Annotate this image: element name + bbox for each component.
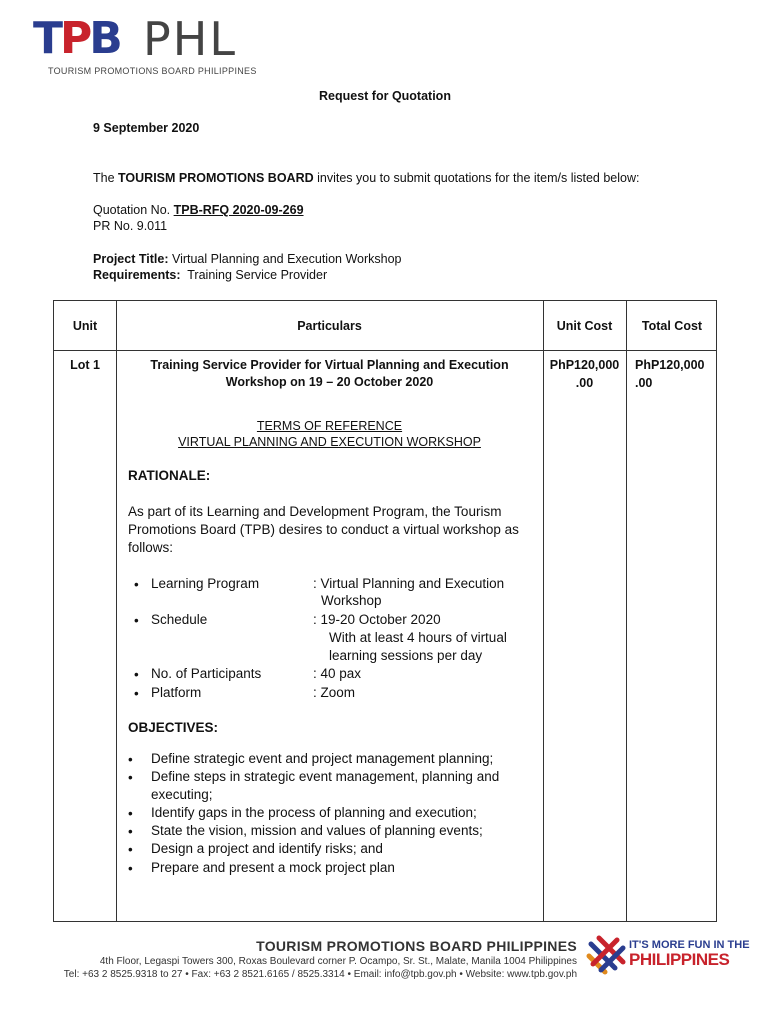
requirements-value: Training Service Provider	[180, 268, 328, 282]
objective-item: Design a project and identify risks; and	[151, 841, 383, 856]
detail-schedule-label: Schedule	[151, 612, 208, 627]
rationale-line: As part of its Learning and Development Program, the Tourism	[128, 504, 502, 519]
unit-cost-2: .00	[575, 376, 594, 390]
detail-learning-label: Learning Program	[151, 576, 260, 591]
objective-item: State the vision, mission and values of planning events;	[151, 823, 483, 838]
objective-item: Define steps in strategic event management, planning and	[151, 769, 500, 784]
rationale-heading: RATIONALE:	[128, 468, 211, 483]
detail-bullet: •	[134, 577, 139, 592]
project-value: Virtual Planning and Execution Workshop	[168, 252, 402, 266]
detail-platform-label: Platform	[151, 685, 202, 700]
detail-platform-value: : Zoom	[313, 685, 356, 700]
item-title-2: Workshop on 19 – 20 October 2020	[225, 375, 434, 389]
unit-cost-1: PhP120,000	[549, 358, 620, 372]
tor-heading-1: TERMS OF REFERENCE	[256, 419, 403, 433]
logo-subtitle: TOURISM PROMOTIONS BOARD PHILIPPINES	[48, 66, 257, 76]
footer-contact: Tel: +63 2 8525.9318 to 27 • Fax: +63 2 8521.6165 / 8525.3314 • Email: info@tpb.gov.ph • Website: www.tpb.gov.ph	[63, 969, 577, 980]
document-date: 9 September 2020	[93, 121, 200, 135]
intro-post: invites you to submit quotations for the item/s listed below:	[313, 171, 640, 185]
col-divider	[626, 301, 627, 921]
project-title	[93, 252, 402, 266]
detail-bullet: •	[134, 667, 139, 682]
objective-bullet: •	[128, 842, 133, 857]
total-cost-1: PhP120,000	[635, 358, 705, 372]
detail-participants-value: : 40 pax	[313, 666, 362, 681]
objective-bullet: •	[128, 752, 133, 767]
header-particulars: Particulars	[297, 319, 362, 333]
detail-schedule-value-3: learning sessions per day	[329, 648, 483, 663]
header-unit: Unit	[72, 319, 98, 333]
logo-phl: PHL	[143, 12, 237, 66]
col-divider	[116, 301, 117, 921]
detail-bullet: •	[134, 613, 139, 628]
fun-tagline-bottom: PHILIPPINES	[629, 950, 730, 969]
objective-item: Define strategic event and project management planning;	[151, 751, 494, 766]
its-more-fun-logo	[585, 930, 750, 980]
detail-schedule-value: : 19-20 October 2020	[313, 612, 441, 627]
objective-item: Identify gaps in the process of planning and execution;	[151, 805, 477, 820]
intro-pre: The	[93, 171, 119, 185]
objective-bullet: •	[128, 806, 133, 821]
weave-icon	[585, 934, 627, 976]
footer-address: 4th Floor, Legaspi Towers 300, Roxas Boulevard corner P. Ocampo, Sr. St., Malate, Manila 1004 Philippines	[99, 956, 577, 967]
header-unit-cost: Unit Cost	[556, 319, 613, 333]
footer-org: TOURISM PROMOTIONS BOARD PHILIPPINES	[256, 938, 577, 954]
col-divider	[543, 301, 544, 921]
quotation-number	[93, 203, 304, 217]
header-total-cost: Total Cost	[641, 319, 703, 333]
quotation-value: TPB-RFQ 2020-09-269	[173, 203, 304, 217]
pr-number: PR No. 9.011	[93, 219, 168, 233]
quotation-table	[53, 300, 717, 922]
objective-bullet: •	[128, 770, 133, 785]
objective-bullet: •	[128, 824, 133, 839]
item-title-1: Training Service Provider for Virtual Planning and Execution	[150, 358, 509, 372]
detail-learning-value-2: Workshop	[321, 593, 382, 608]
requirements	[93, 268, 327, 282]
quotation-label: Quotation No.	[93, 203, 174, 217]
detail-bullet: •	[134, 686, 139, 701]
tpb-phl-logo	[33, 14, 273, 80]
intro-paragraph	[93, 171, 639, 185]
objective-item-cont: executing;	[151, 787, 213, 802]
total-cost-2: .00	[635, 376, 653, 390]
detail-learning-value: : Virtual Planning and Execution	[313, 576, 505, 591]
objective-bullet: •	[128, 861, 133, 876]
header-divider	[54, 350, 716, 351]
fun-tagline-top: IT'S MORE FUN IN THE	[629, 939, 750, 951]
document-title: Request for Quotation	[319, 89, 451, 103]
detail-participants-label: No. of Participants	[151, 666, 262, 681]
objectives-heading: OBJECTIVES:	[128, 720, 219, 735]
tor-heading-2: VIRTUAL PLANNING AND EXECUTION WORKSHOP	[178, 435, 481, 449]
intro-org: TOURISM PROMOTIONS BOARD	[118, 171, 314, 185]
objective-item: Prepare and present a mock project plan	[151, 860, 395, 875]
logo-tpb: TPB	[33, 13, 120, 64]
requirements-label: Requirements:	[93, 268, 181, 282]
rationale-line: Promotions Board (TPB) desires to conduct a virtual workshop as	[128, 522, 519, 537]
detail-schedule-value-2: With at least 4 hours of virtual	[329, 630, 507, 645]
row-unit: Lot 1	[70, 358, 100, 372]
project-label: Project Title:	[93, 252, 169, 266]
rationale-line: follows:	[128, 540, 174, 555]
